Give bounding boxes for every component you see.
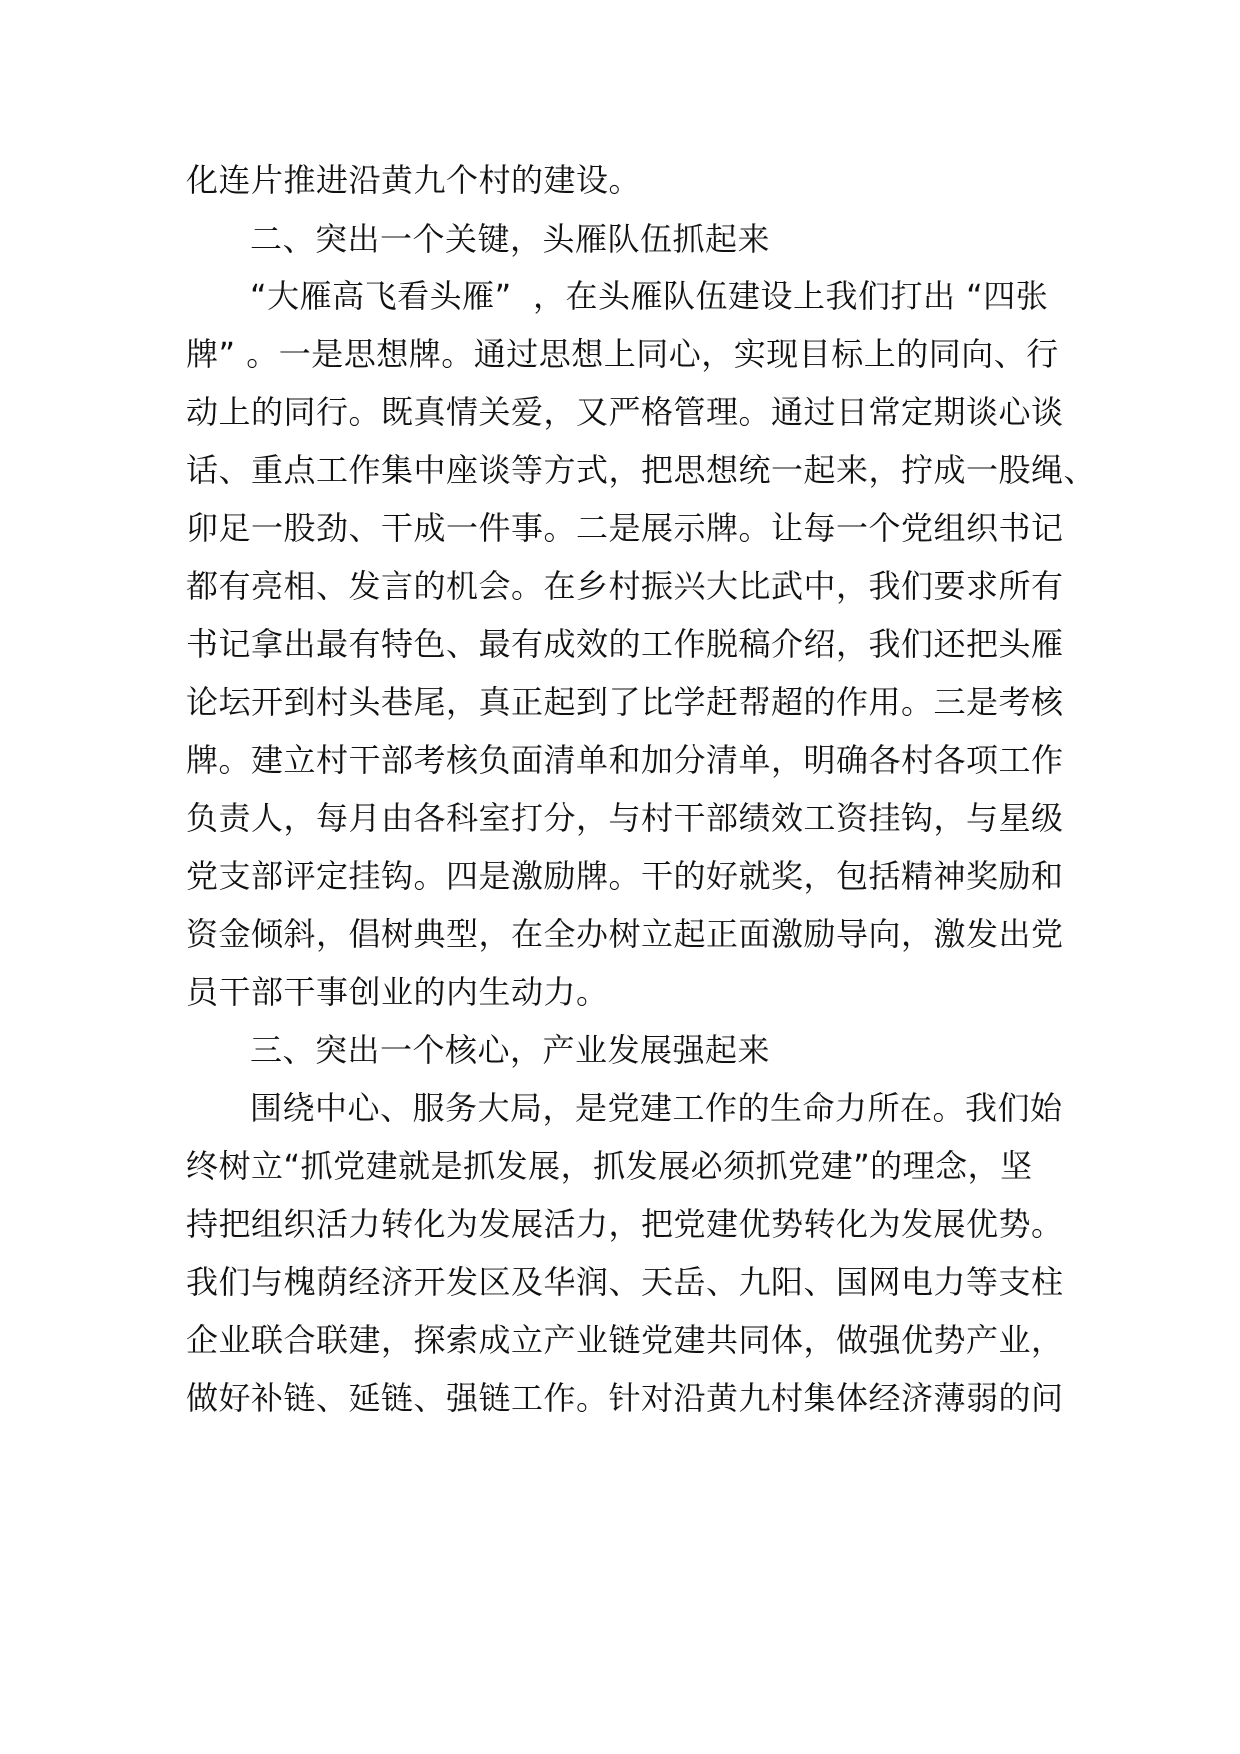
body-text-line: 党支部评定挂钩。四是激励牌。干的好就奖，包括精神奖励和 [186, 857, 1064, 895]
body-text-line: 企业联合联建，探索成立产业链党建共同体，做强优势产业， [186, 1321, 1064, 1359]
body-text-line: 持把组织活力转化为发展活力，把党建优势转化为发展优势。 [186, 1205, 1064, 1243]
body-text-line: 员干部干事创业的内生动力。 [186, 973, 609, 1011]
body-text-line: 牌” 。一是思想牌。通过思想上同心，实现目标上的同向、行 [186, 335, 1059, 373]
body-text-line: 动上的同行。既真情关爱，又严格管理。通过日常定期谈心谈 [186, 393, 1064, 431]
body-text-line: 都有亮相、发言的机会。在乡村振兴大比武中，我们要求所有 [186, 567, 1064, 605]
body-text-line: 牌。建立村干部考核负面清单和加分清单，明确各村各项工作 [186, 741, 1064, 779]
body-text-line: 书记拿出最有特色、最有成效的工作脱稿介绍，我们还把头雁 [186, 625, 1064, 663]
body-text-line: 卯足一股劲、干成一件事。二是展示牌。让每一个党组织书记 [186, 509, 1064, 547]
body-text-line: 化连片推进沿黄九个村的建设。 [186, 161, 642, 199]
paragraph-first-line: 围绕中心、服务大局，是党建工作的生命力所在。我们始 [250, 1089, 1063, 1127]
body-text-line: 资金倾斜，倡树典型，在全办树立起正面激励导向，激发出党 [186, 915, 1064, 953]
paragraph-first-line: “大雁高飞看头雁” ，在头雁队伍建设上我们打出 “四张 [250, 277, 1049, 315]
body-text-line: 话、重点工作集中座谈等方式，把思想统一起来，拧成一股绳、 [186, 451, 1097, 489]
body-text-line: 我们与槐荫经济开发区及华润、天岳、九阳、国网电力等支柱 [186, 1263, 1064, 1301]
section-heading-3: 三、突出一个核心，产业发展强起来 [250, 1031, 771, 1069]
body-text-line: 负责人，每月由各科室打分，与村干部绩效工资挂钩，与星级 [186, 799, 1064, 837]
body-text-line: 论坛开到村头巷尾，真正起到了比学赶帮超的作用。三是考核 [186, 683, 1064, 721]
body-text-line: 做好补链、延链、强链工作。针对沿黄九村集体经济薄弱的问 [186, 1379, 1064, 1417]
section-heading-2: 二、突出一个关键，头雁队伍抓起来 [250, 220, 771, 258]
body-text-line: 终树立“抓党建就是抓发展，抓发展必须抓党建”的理念，坚 [186, 1147, 1033, 1185]
